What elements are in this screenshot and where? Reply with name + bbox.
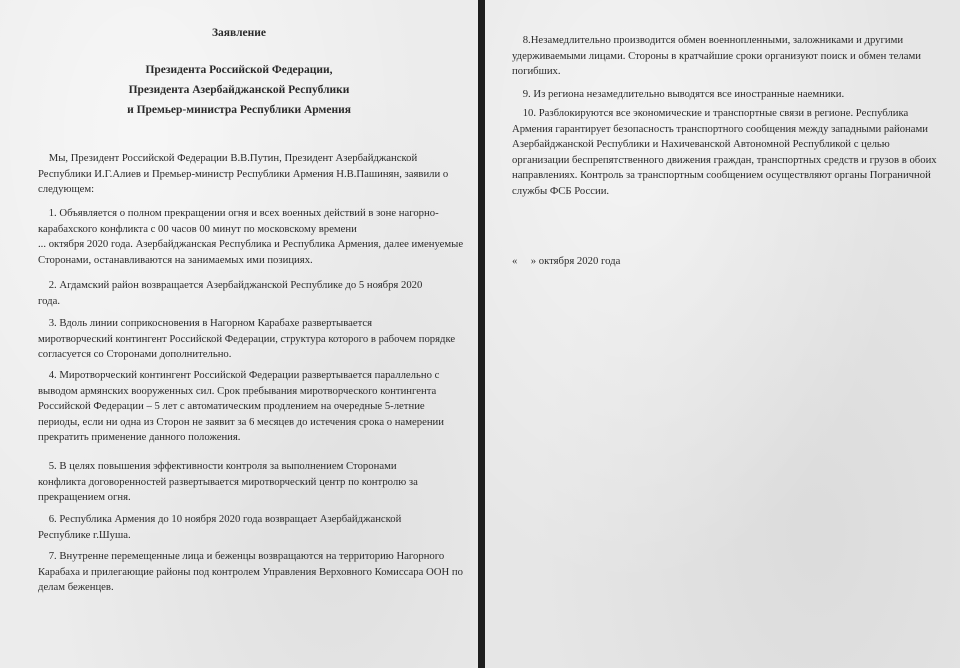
document-header: [0, 60, 478, 120]
clause-8: [512, 33, 942, 80]
text-line: следующем:: [38, 183, 95, 195]
text-line: погибших.: [512, 65, 561, 77]
text-line: согласуется со Сторонами дополнительно.: [38, 348, 232, 360]
text-line: направлениях. Контроль за транспортным сообщением осуществляют органы Пограничной: [512, 169, 931, 181]
text-line: 10. Разблокируются все экономические и транспортные связи в регионе. Республика: [512, 107, 909, 119]
clause-10: [512, 106, 942, 199]
text-line: 9. Из региона незамедлительно выводятся все иностранные наемники.: [512, 88, 845, 100]
clause-9: [512, 87, 942, 103]
text-line: 3. Вдоль линии соприкосновения в Нагорном Карабахе развертывается: [38, 317, 373, 329]
document-title: Заявление: [211, 27, 266, 39]
text-line: Армения гарантирует безопасность транспортного сообщения между западными районами: [512, 122, 928, 135]
text-line: выводом армянских вооруженных сил. Срок пребывания миротворческого контингента: [38, 384, 437, 397]
text-line: 8.Незамедлительно производится обмен военнопленными, заложниками и другими: [512, 34, 904, 46]
text-line: Азербайджанской Республики и Нахичеванской Автономной Республикой с целью: [512, 138, 890, 150]
intro-paragraph: [38, 151, 463, 198]
text-line: Республики И.Г.Алиев и Премьер-министр Республики Армения Н.В.Пашинян, заявили о: [38, 167, 449, 180]
text-line: делам беженцев.: [38, 581, 114, 593]
text-line: прекратить применение данного положения.: [38, 431, 241, 443]
text-line: периоды, если ни одна из Сторон не заявит за 6 месяцев до истечения срока о намерении: [38, 415, 444, 428]
clause-5: [38, 459, 463, 506]
text-line: года.: [38, 294, 61, 307]
header-line: Президента Азербайджанской Республики: [128, 84, 350, 96]
text-line: Карабаха и прилегающие районы под контролем Управления Верховного Комиссара ООН по: [38, 565, 463, 578]
text-line: ... октября 2020 года. Азербайджанская Республика и Республика Армения, далее именуемые: [38, 238, 464, 250]
date-line: [512, 254, 942, 270]
text-line: 7. Внутренне перемещенные лица и беженцы возвращаются на территорию Нагорного: [38, 550, 445, 562]
text-line: 4. Миротворческий контингент Российской Федерации развертывается параллельно с: [38, 369, 440, 381]
text-line: 2. Агдамский район возвращается Азербайджанской Республике до 5 ноября 2020: [38, 279, 423, 291]
text-line: удерживаемыми лицами. Стороны в кратчайшие сроки организуют поиск и обмен телами: [512, 49, 921, 62]
text-line: 6. Республика Армения до 10 ноября 2020 года возвращает Азербайджанской: [38, 513, 402, 525]
text-line: 5. В целях повышения эффективности контроля за выполнением Сторонами: [38, 460, 397, 472]
text-line: Мы, Президент Российской Федерации В.В.Путин, Президент Азербайджанской: [38, 152, 418, 164]
text-line: 1. Объявляется о полном прекращении огня и всех военных действий в зоне нагорно-: [38, 207, 439, 219]
clause-6: [38, 512, 463, 543]
text-line: Российской Федерации – 5 лет с автоматическим продлением на очередные 5-летние: [38, 400, 425, 412]
text-line: Республике г.Шуша.: [38, 528, 131, 541]
header-line: Президента Российской Федерации,: [145, 64, 333, 76]
left-page: [0, 0, 478, 668]
clause-2: [38, 278, 463, 309]
clause-4: [38, 368, 463, 446]
text-line: карабахского конфликта с 00 часов 00 минут по московскому времени: [38, 222, 357, 235]
text-line: « » октября 2020 года: [512, 255, 621, 267]
clause-3: [38, 316, 463, 363]
clause-7: [38, 549, 463, 596]
text-line: миротворческий контингент Российской Федерации, структура которого в рабочем порядке: [38, 332, 456, 345]
text-line: прекращением огня.: [38, 491, 131, 503]
text-line: Сторонами, останавливаются на занимаемых ими позициях.: [38, 253, 313, 266]
clause-1: [38, 206, 463, 268]
text-line: службы ФСБ России.: [512, 184, 610, 197]
right-page: [485, 0, 960, 668]
header-line: и Премьер-министра Республики Армения: [127, 104, 351, 116]
text-line: организации беспрепятственного движения граждан, транспортных средств и грузов в обоих: [512, 153, 937, 166]
text-line: конфликта договоренностей развертывается миротворческий центр по контролю за: [38, 475, 418, 488]
